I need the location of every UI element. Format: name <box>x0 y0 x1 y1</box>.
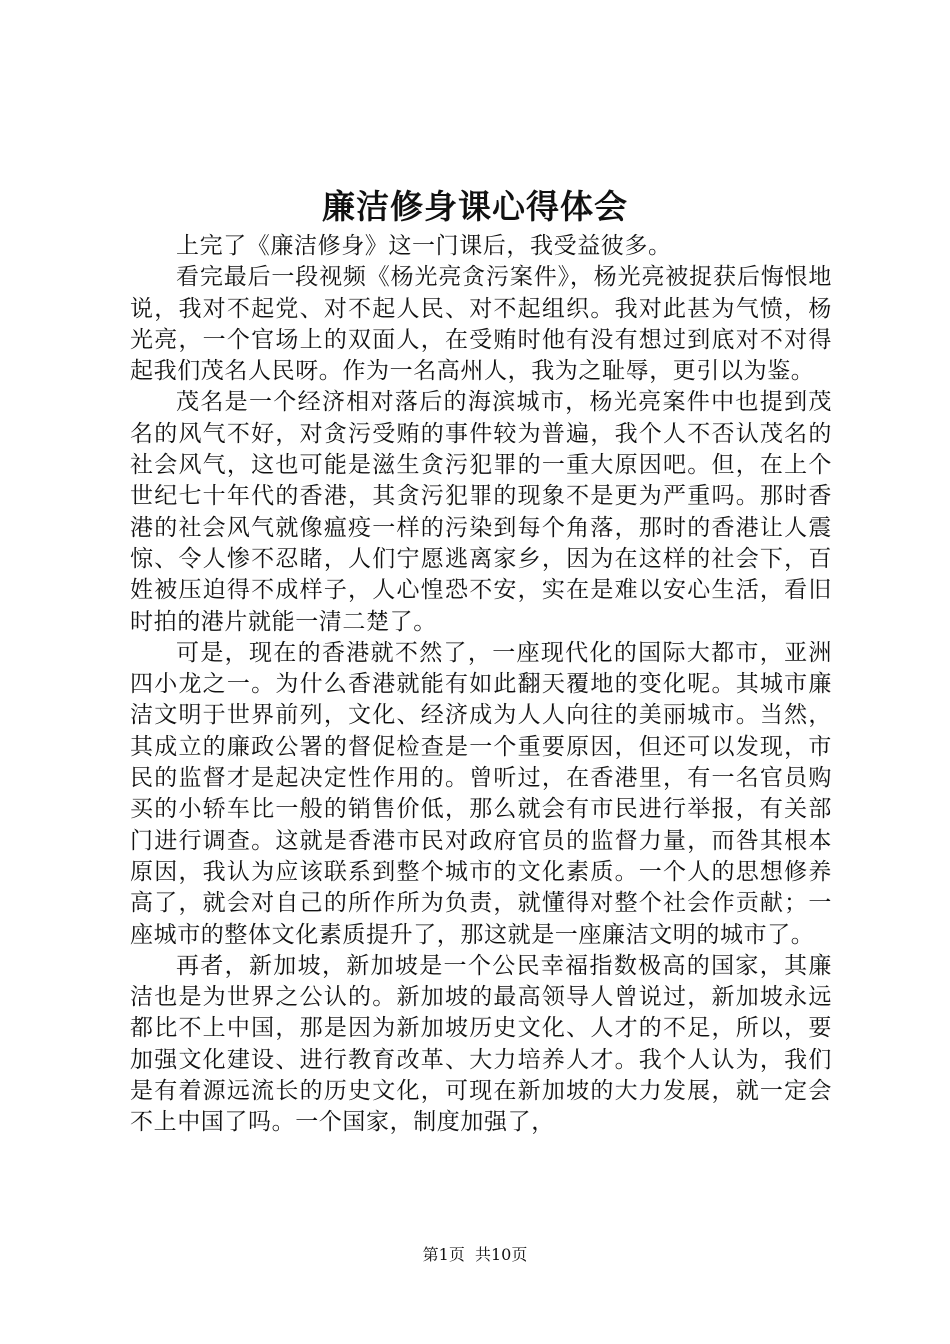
paragraph: 茂名是一个经济相对落后的海滨城市，杨光亮案件中也提到茂名的风气不好，对贪污受贿的事件较为普遍，我个人不否认茂名的社会风气，这也可能是滋生贪污犯罪的一重大原因吧。但，在上个世纪七十年代的香港，其贪污犯罪的现象不是更为严重吗。那时香港的社会风气就像瘟疫一样的污染到每个角落，那时的香港让人震惊、令人惨不忍睹，人们宁愿逃离家乡，因为在这样的社会下，百姓被压迫得不成样子，人心惶恐不安，实在是难以安心生活，看旧时拍的港片就能一清二楚了。 <box>130 389 832 635</box>
page-footer <box>0 1244 950 1266</box>
document-body <box>130 231 832 1139</box>
document-title: 廉洁修身课心得体会 <box>322 187 628 226</box>
paragraph: 再者，新加坡，新加坡是一个公民幸福指数极高的国家，其廉洁也是为世界之公认的。新加坡的最高领导人曾说过，新加坡永远都比不上中国，那是因为新加坡历史文化、人才的不足，所以，要加强文化建设、进行教育改革、大力培养人才。我个人认为，我们是有着源远流长的历史文化，可现在新加坡的大力发展，就一定会不上中国了吗。一个国家，制度加强了， <box>130 952 832 1136</box>
paragraph: 可是，现在的香港就不然了，一座现代化的国际大都市，亚洲四小龙之一。为什么香港就能有如此翻天覆地的变化呢。其城市廉洁文明于世界前列，文化、经济成为人人向往的美丽城市。当然，其成立的廉政公署的督促检查是一个重要原因，但还可以发现，市民的监督才是起决定性作用的。曾听过，在香港里，有一名官员购买的小轿车比一般的销售价低，那么就会有市民进行举报，有关部门进行调查。这就是香港市民对政府官员的监督力量，而咎其根本原因，我认为应该联系到整个城市的文化素质。一个人的思想修养高了，就会对自己的所作所为负责，就懂得对整个社会作贡献；一座城市的整体文化素质提升了，那这就是一座廉洁文明的城市了。 <box>130 639 832 948</box>
paragraph: 上完了《廉洁修身》这一门课后，我受益彼多。 <box>176 233 672 259</box>
paragraph: 看完最后一段视频《杨光亮贪污案件》，杨光亮被捉获后悔恨地说，我对不起党、对不起人民、对不起组织。我对此甚为气愤，杨光亮，一个官场上的双面人，在受贿时他有没有想过到底对不对得起我们茂名人民呀。作为一名高州人，我为之耻辱，更引以为鉴。 <box>130 264 832 385</box>
page-number: 第1页 共10页 <box>422 1245 528 1264</box>
